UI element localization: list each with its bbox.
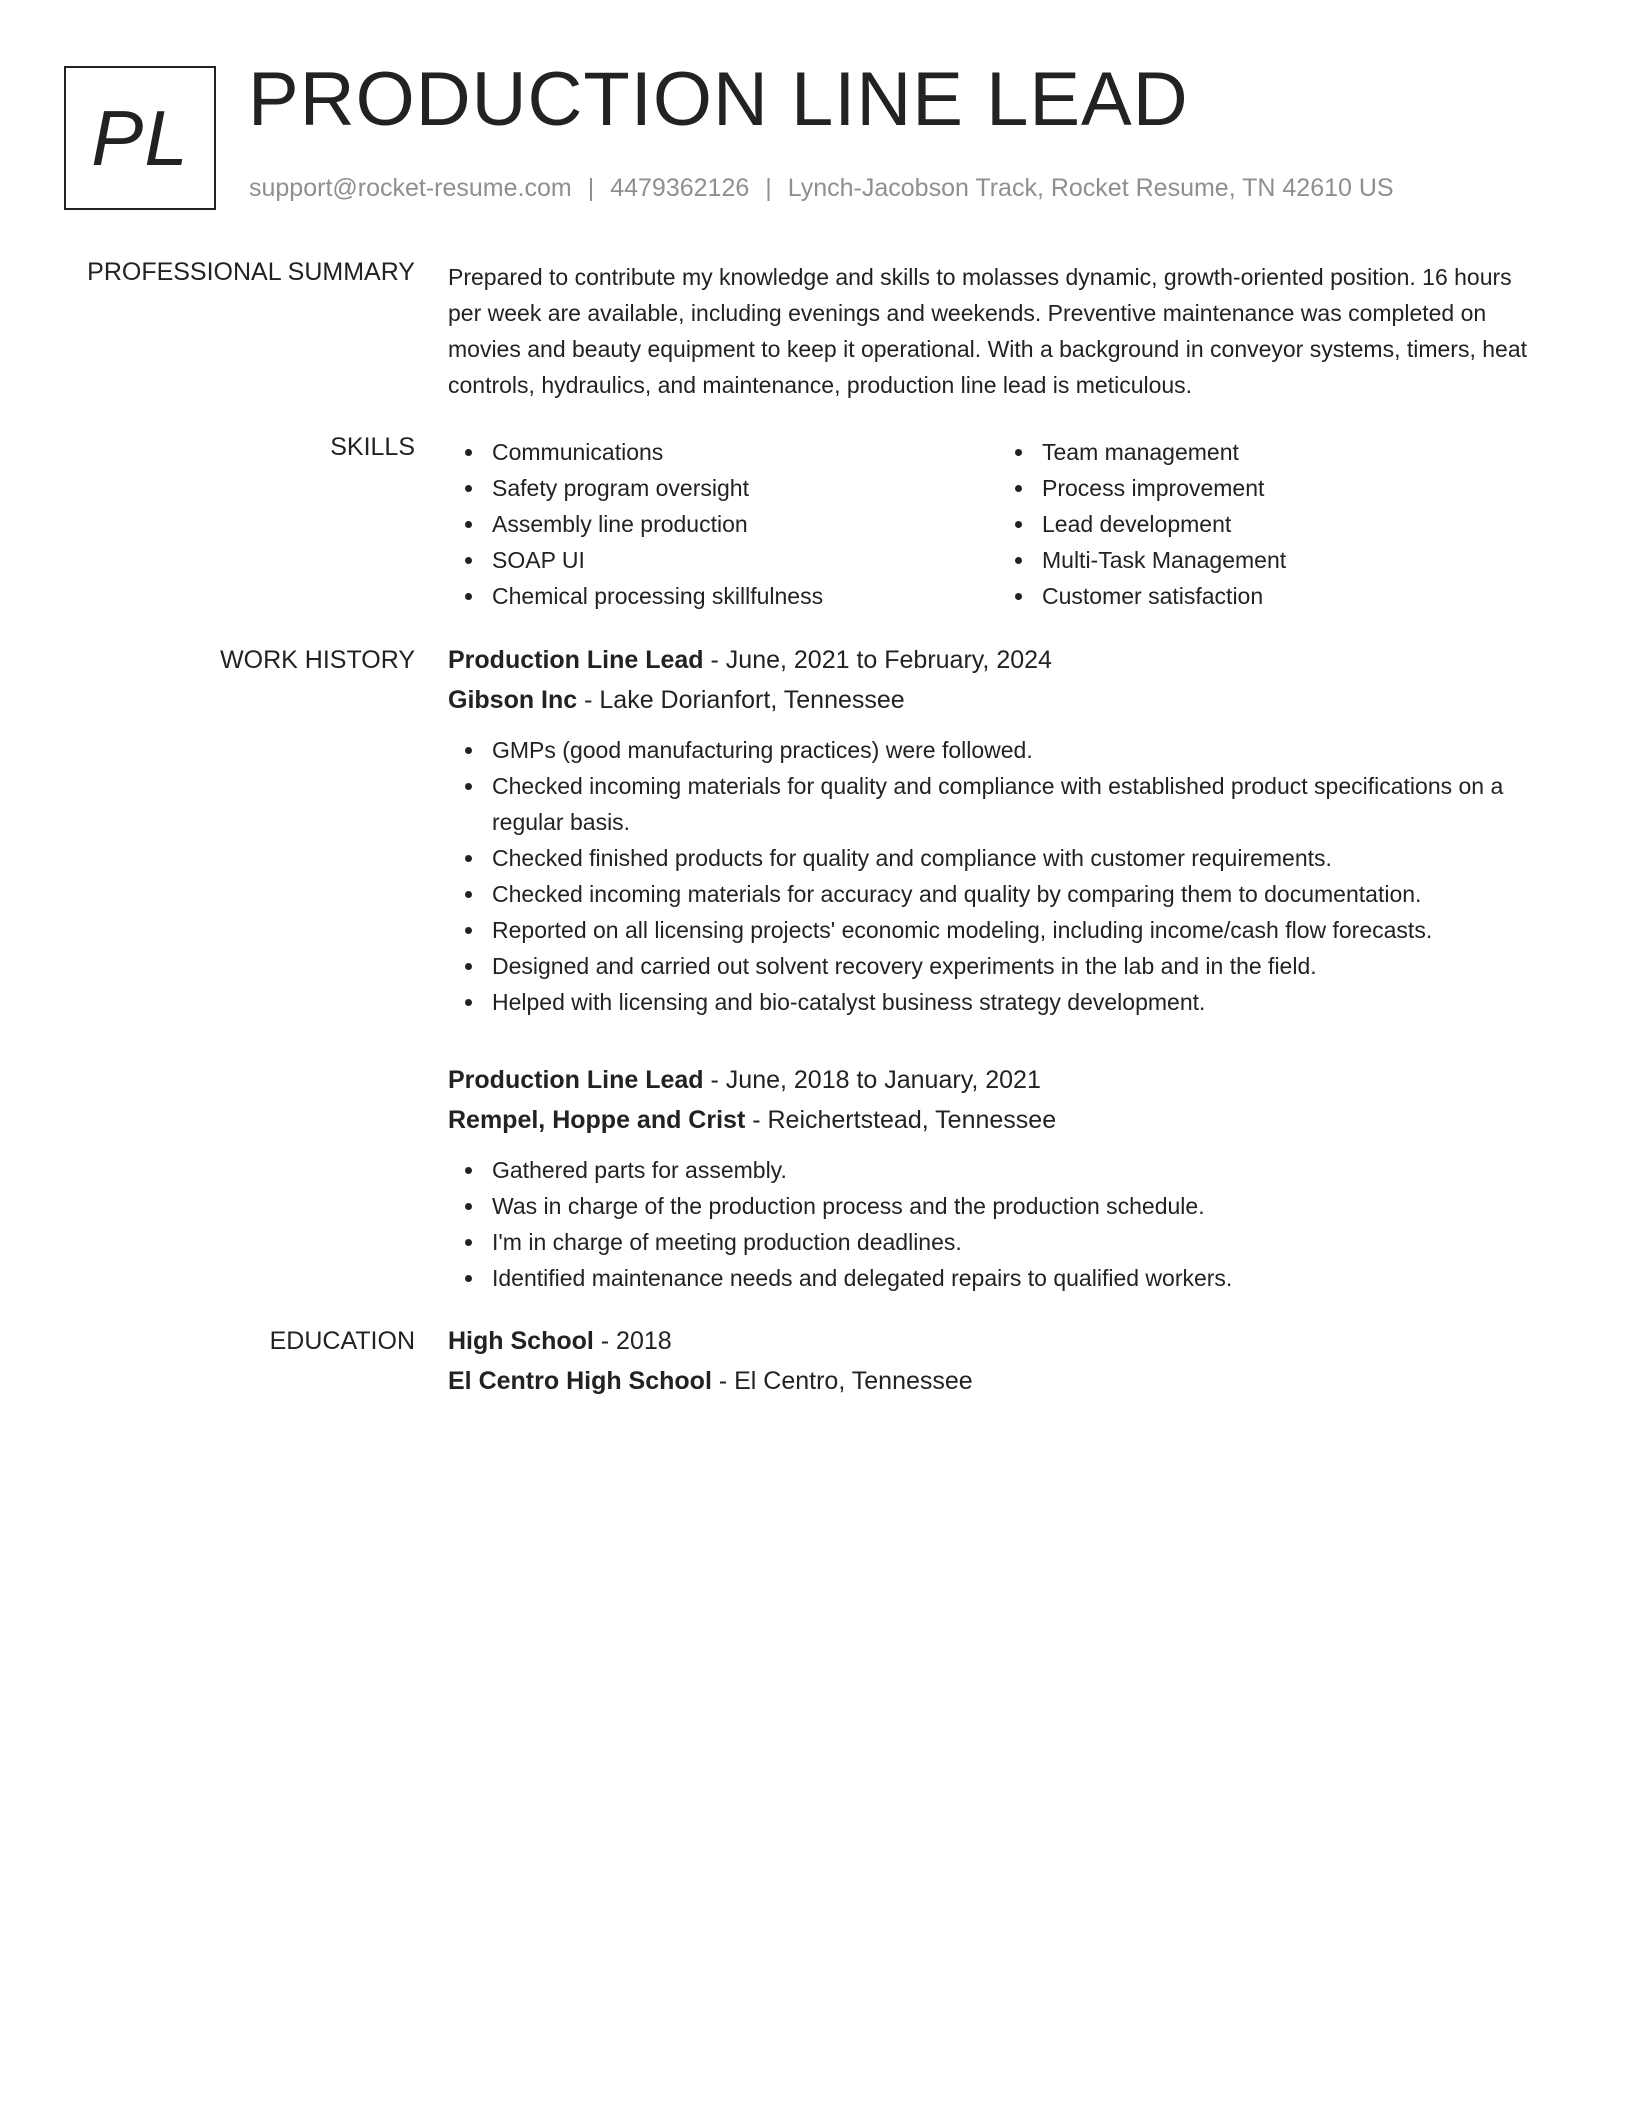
job-entry: [448, 1060, 1548, 1296]
duty-item: Identified maintenance needs and delegated repairs to qualified workers.: [448, 1260, 1548, 1296]
contact-address: Lynch-Jacobson Track, Rocket Resume, TN 42610 US: [787, 174, 1394, 202]
job-dates: - June, 2021 to February, 2024: [703, 646, 1052, 674]
skills-list-left: [448, 434, 998, 614]
skill-item: Communications: [448, 434, 998, 470]
duty-item: Checked finished products for quality and compliance with customer requirements.: [448, 840, 1548, 876]
job-company: Gibson Inc: [448, 686, 578, 714]
duty-item: Checked incoming materials for accuracy and quality by comparing them to documentation.: [448, 876, 1548, 912]
job-duties: [448, 732, 1548, 1020]
summary-heading: PROFESSIONAL SUMMARY: [87, 258, 415, 286]
monogram-text: PL: [91, 93, 189, 182]
contact-line: [249, 174, 1394, 203]
job-entry: [448, 640, 1548, 1020]
skill-item: Chemical processing skillfulness: [448, 578, 998, 614]
duty-item: Gathered parts for assembly.: [448, 1152, 1548, 1188]
duty-item: Helped with licensing and bio-catalyst business strategy development.: [448, 984, 1548, 1020]
skill-item: Lead development: [998, 506, 1548, 542]
education-location: - El Centro, Tennessee: [711, 1367, 973, 1395]
skill-item: Assembly line production: [448, 506, 998, 542]
contact-email[interactable]: support@rocket-resume.com: [249, 174, 572, 202]
skills-heading: SKILLS: [330, 433, 415, 461]
education-degree-line: [448, 1321, 1548, 1361]
contact-separator: |: [765, 174, 772, 202]
job-duties: [448, 1152, 1548, 1296]
job-title: Production Line Lead: [448, 1066, 704, 1094]
duty-item: Designed and carried out solvent recovery experiments in the lab and in the field.: [448, 948, 1548, 984]
education-year: - 2018: [593, 1327, 672, 1355]
duty-item: Was in charge of the production process and the production schedule.: [448, 1188, 1548, 1224]
summary-text: Prepared to contribute my knowledge and skills to molasses dynamic, growth-oriented position. 16 hours per week are available, including evenings and weekends. Preventive maintenance was completed on movies and beauty equipment to keep it operational. With a background in conveyor systems, timers, heat controls, hydraulics, and maintenance, production line lead is meticulous.: [448, 264, 1528, 398]
education-degree: High School: [448, 1327, 594, 1355]
skill-item: Safety program oversight: [448, 470, 998, 506]
duty-item: I'm in charge of meeting production deadlines.: [448, 1224, 1548, 1260]
education-school: El Centro High School: [448, 1367, 712, 1395]
skill-item: Customer satisfaction: [998, 578, 1548, 614]
contact-phone[interactable]: 4479362126: [610, 174, 750, 202]
skill-item: SOAP UI: [448, 542, 998, 578]
job-title-line: [448, 1060, 1548, 1100]
job-company-line: [448, 680, 1548, 720]
education-heading: EDUCATION: [269, 1327, 415, 1355]
candidate-title: PRODUCTION LINE LEAD: [248, 57, 1189, 142]
job-location: - Lake Dorianfort, Tennessee: [577, 686, 905, 714]
job-company-line: [448, 1100, 1548, 1140]
education-school-line: [448, 1361, 1548, 1401]
job-company: Rempel, Hoppe and Crist: [448, 1106, 746, 1134]
job-location: - Reichertstead, Tennessee: [745, 1106, 1057, 1134]
job-title-line: [448, 640, 1548, 680]
monogram-logo: [64, 66, 216, 210]
work-history-heading: WORK HISTORY: [220, 646, 415, 674]
job-dates: - June, 2018 to January, 2021: [703, 1066, 1041, 1094]
skill-item: Multi-Task Management: [998, 542, 1548, 578]
duty-item: Checked incoming materials for quality and compliance with established product specifications on a regular basis.: [448, 768, 1548, 840]
contact-separator: |: [587, 174, 595, 202]
skill-item: Process improvement: [998, 470, 1548, 506]
skills-list-right: [998, 434, 1548, 614]
job-title: Production Line Lead: [448, 646, 704, 674]
duty-item: Reported on all licensing projects' economic modeling, including income/cash flow forecasts.: [448, 912, 1548, 948]
duty-item: GMPs (good manufacturing practices) were followed.: [448, 732, 1548, 768]
skill-item: Team management: [998, 434, 1548, 470]
